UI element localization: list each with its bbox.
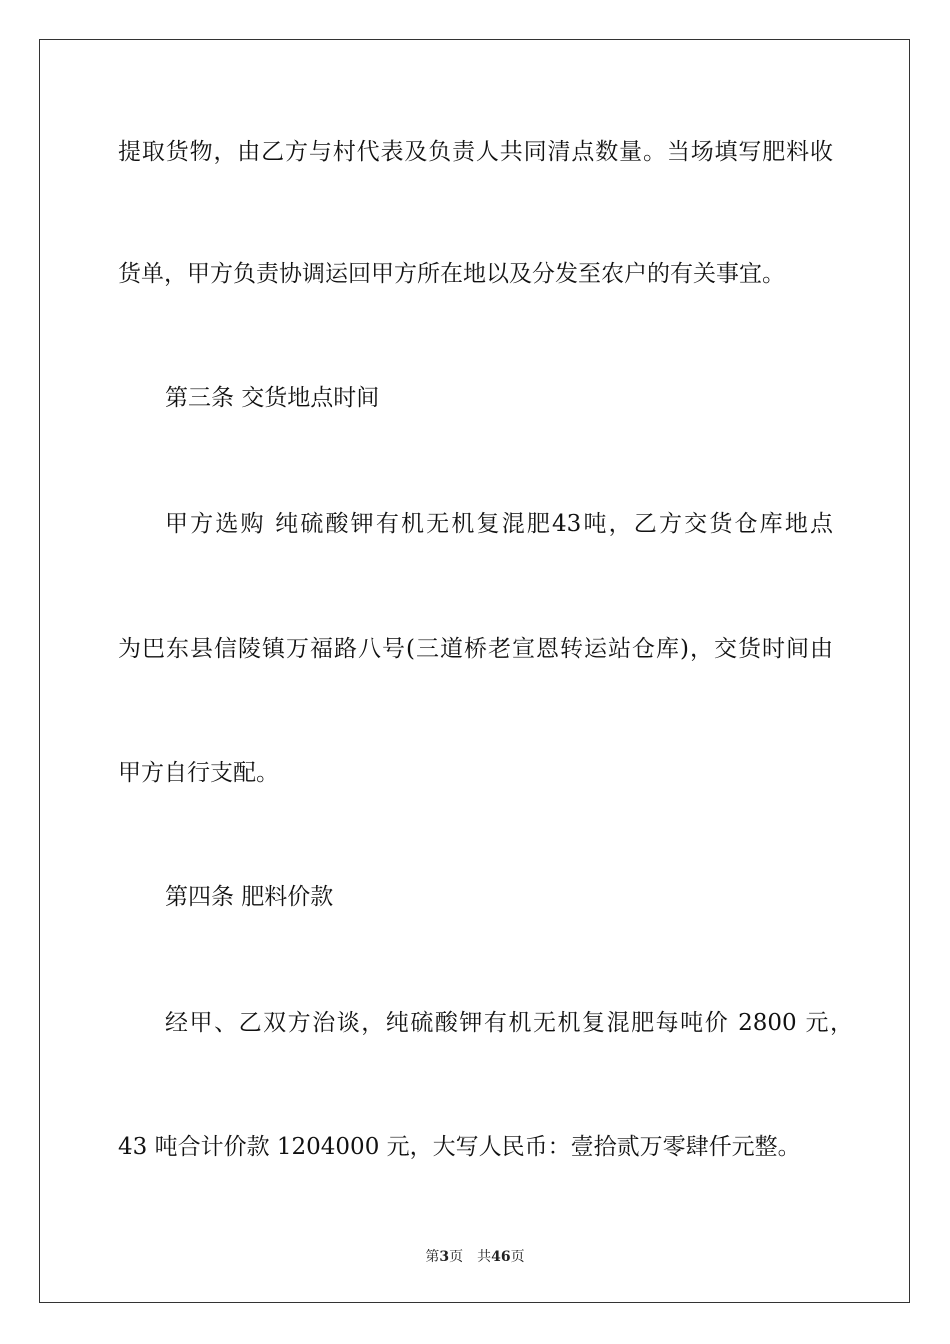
body-line-2: 货单，甲方负责协调运回甲方所在地以及分发至农户的有关事宜。: [118, 261, 785, 287]
body-line-1: 提取货物，由乙方与村代表及负责人共同清点数量。当场填写肥料收: [118, 139, 833, 165]
footer-page-number: 3: [439, 1249, 450, 1265]
footer-total-pages: 46: [491, 1249, 511, 1265]
body-line-9: 43 吨合计价款 1204000 元，大写人民币：壹拾贰万零肆仟元整。: [118, 1134, 801, 1160]
page-footer: [0, 1248, 950, 1266]
body-line-5: 为巴东县信陵镇万福路八号(三道桥老宣恩转运站仓库)，交货时间由: [118, 636, 833, 662]
footer-total-suffix: 页: [510, 1249, 525, 1265]
footer-total-prefix: 共: [477, 1249, 492, 1265]
body-line-6: 甲方自行支配。: [118, 760, 279, 786]
page-border: [39, 39, 910, 1303]
section-heading-4: 第四条 肥料价款: [165, 884, 334, 910]
body-line-4: 甲方选购 纯硫酸钾有机无机复混肥43吨，乙方交货仓库地点: [165, 511, 833, 537]
footer-page-prefix: 第: [425, 1249, 440, 1265]
section-heading-3: 第三条 交货地点时间: [165, 385, 380, 411]
footer-page-suffix: 页: [449, 1249, 464, 1265]
body-line-8: 经甲、乙双方治谈，纯硫酸钾有机无机复混肥每吨价 2800 元，: [165, 1010, 853, 1036]
